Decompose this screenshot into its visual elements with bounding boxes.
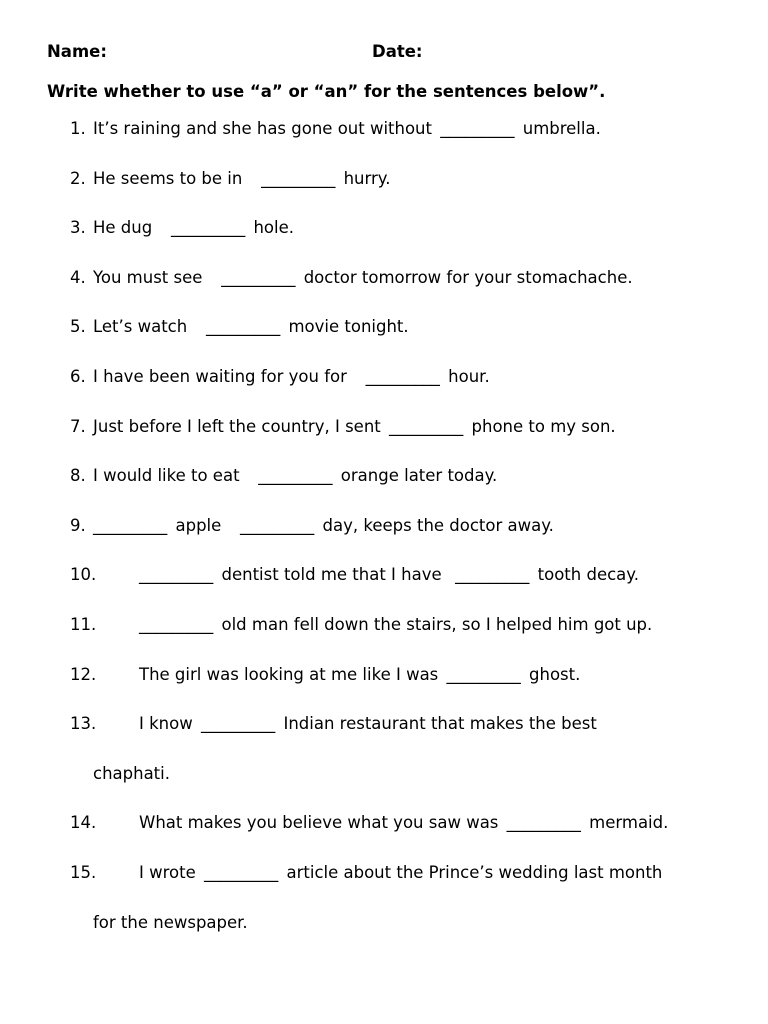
question-text: [93, 417, 616, 436]
question-7: [0, 417, 768, 467]
question-number: 12.: [70, 664, 97, 684]
question-13-continuation: [0, 764, 768, 814]
text-between-blanks: dentist told me that I have: [221, 565, 442, 585]
text-after-blank: orange later today.: [340, 466, 498, 486]
question-15: [0, 863, 768, 913]
answer-blank: _________: [205, 317, 281, 337]
question-3: [0, 218, 768, 268]
answer-blank: _________: [240, 515, 315, 535]
question-15-continuation: [0, 913, 768, 963]
question-text: [93, 317, 409, 336]
question-number: 14.: [70, 813, 97, 833]
question-number: 1.: [70, 119, 86, 138]
question-number: 6.: [70, 366, 86, 386]
question-number: 3.: [70, 218, 86, 238]
question-1: [0, 119, 768, 169]
continuation-text: chaphati.: [93, 763, 170, 783]
text-before-blank: Let’s watch: [93, 317, 188, 337]
continuation-text: for the newspaper.: [93, 912, 248, 932]
answer-blank: _________: [221, 267, 296, 287]
question-8: [0, 466, 768, 516]
question-text: [139, 615, 652, 634]
text-before-blank: I wrote: [139, 862, 196, 882]
text-after-blank: hole.: [253, 218, 295, 238]
question-5: [0, 317, 768, 367]
question-number: 5.: [70, 317, 86, 337]
question-text: [93, 268, 633, 287]
instructions: Write whether to use “a” or “an” for the sentences below”.: [47, 82, 606, 101]
answer-blank: _________: [446, 664, 521, 684]
question-number: 7.: [70, 416, 86, 436]
answer-blank: _________: [455, 565, 530, 585]
text-after-blank: umbrella.: [522, 119, 601, 138]
answer-blank: _________: [200, 714, 276, 734]
question-9: [0, 516, 768, 566]
header-row: [47, 42, 727, 66]
text-before-blank: I have been waiting for you for: [93, 366, 347, 386]
text-before-blank: He dug: [93, 218, 153, 238]
text-before-blank: I would like to eat: [93, 466, 240, 486]
question-number: 8.: [70, 466, 86, 486]
text-after-blank: mermaid.: [589, 813, 669, 833]
answer-blank: _________: [365, 366, 440, 386]
question-number: 11.: [70, 614, 97, 634]
text-after-blank: movie tonight.: [288, 317, 409, 337]
text-after-blank: old man fell down the stairs, so I helped him got up.: [221, 614, 653, 634]
question-4: [0, 268, 768, 318]
text-after-blank: Indian restaurant that makes the best: [283, 714, 597, 734]
answer-blank: _________: [506, 813, 581, 833]
question-11: [0, 615, 768, 665]
answer-blank: _________: [139, 614, 214, 634]
text-after-blank: hour.: [448, 366, 490, 386]
question-list: [0, 119, 768, 962]
text-before-blank: He seems to be in: [93, 168, 243, 188]
text-before-blank: The girl was looking at me like I was: [139, 664, 439, 684]
question-text: [139, 565, 639, 584]
question-text: [139, 863, 662, 882]
text-before-blank: You must see: [93, 267, 203, 287]
answer-blank: _________: [93, 515, 168, 535]
date-label: Date:: [372, 42, 423, 61]
name-label: Name:: [47, 42, 107, 61]
text-before-blank: It’s raining and she has gone out without: [93, 119, 432, 138]
answer-blank: _________: [389, 416, 464, 436]
question-number: 2.: [70, 168, 86, 188]
question-text: [93, 169, 390, 188]
text-after-blank: tooth decay.: [537, 565, 639, 585]
question-text: [93, 516, 554, 535]
answer-blank: _________: [170, 218, 246, 238]
question-text: [93, 367, 490, 386]
text-before-blank: I know: [139, 714, 193, 734]
answer-blank: _________: [261, 168, 336, 188]
answer-blank: _________: [139, 565, 214, 585]
text-before-blank: What makes you believe what you saw was: [139, 813, 499, 833]
question-6: [0, 367, 768, 417]
text-between-blanks: apple: [175, 515, 222, 535]
question-text: [139, 813, 668, 832]
question-number: 9.: [70, 515, 86, 535]
text-after-blank: hurry.: [343, 168, 391, 188]
question-text: [139, 714, 597, 733]
text-after-blank: ghost.: [529, 664, 581, 684]
question-number: 10.: [70, 565, 97, 585]
text-after-blank: article about the Prince’s wedding last month: [286, 862, 663, 882]
question-text: [93, 119, 601, 138]
answer-blank: _________: [204, 862, 279, 882]
answer-blank: _________: [258, 466, 333, 486]
text-after-blank: doctor tomorrow for your stomachache.: [303, 267, 633, 287]
question-12: [0, 665, 768, 715]
question-14: [0, 813, 768, 863]
answer-blank: _________: [440, 119, 515, 138]
text-after-blank: day, keeps the doctor away.: [322, 515, 554, 535]
question-text: [139, 665, 580, 684]
question-number: 15.: [70, 862, 97, 882]
question-2: [0, 169, 768, 219]
question-number: 4.: [70, 267, 86, 287]
question-13: [0, 714, 768, 764]
question-number: 13.: [70, 714, 97, 734]
question-text: [93, 218, 294, 237]
text-before-blank: Just before I left the country, I sent: [93, 416, 381, 436]
text-after-blank: phone to my son.: [471, 416, 616, 436]
question-10: [0, 565, 768, 615]
question-text: [93, 466, 497, 485]
